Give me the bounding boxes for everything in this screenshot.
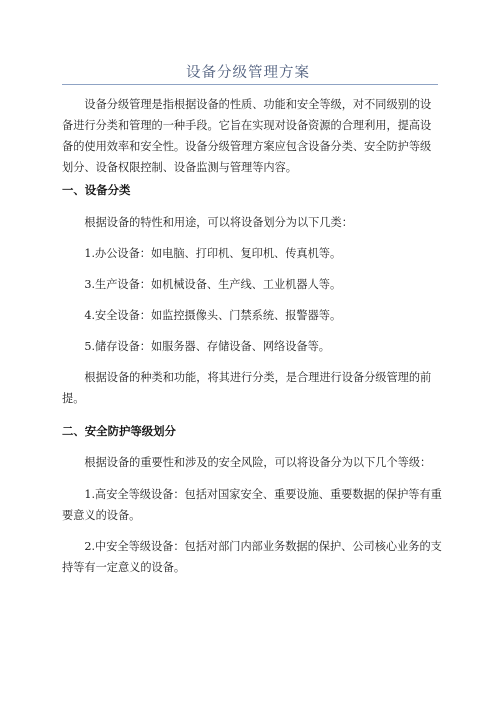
section-1-item: 1.办公设备：如电脑、打印机、复印机、传真机等。 xyxy=(62,247,342,260)
section-1-lead: 根据设备的特性和用途，可以将设备划分为以下几类： xyxy=(62,216,353,229)
section-2-heading: 二、安全防护等级划分 xyxy=(62,424,176,438)
section-2-item: 2.中安全等级设备：包括对部门内部业务数据的保护、公司核心业务的支持等有一定意义的设备。 xyxy=(62,540,442,574)
section-1-item: 5.储存设备：如服务器、存储设备、网络设备等。 xyxy=(62,340,330,353)
title-underline xyxy=(62,84,438,85)
document-title: 设备分级管理方案 xyxy=(186,65,310,81)
section-1-closing: 根据设备的种类和功能，将其进行分类，是合理进行设备分级管理的前提。 xyxy=(62,371,432,405)
section-2-item: 1.高安全等级设备：包括对国家安全、重要设施、重要数据的保护等有重要意义的设备。 xyxy=(62,488,442,522)
section-1-heading: 一、设备分类 xyxy=(62,183,131,197)
section-1-item: 3.生产设备：如机械设备、生产线、工业机器人等。 xyxy=(62,278,342,291)
section-2-lead: 根据设备的重要性和涉及的安全风险，可以将设备分为以下几个等级： xyxy=(62,456,432,469)
section-1-item: 4.安全设备：如监控摄像头、门禁系统、报警器等。 xyxy=(62,309,342,322)
intro-paragraph: 设备分级管理是指根据设备的性质、功能和安全等级，对不同级别的设备进行分类和管理的一种手段。它旨在实现对设备资源的合理利用，提高设备的使用效率和安全性。设备分级管理方案应包含设备分类、安全防护等级划分、设备权限控制、设备监测与管理等内容。 xyxy=(62,98,432,174)
